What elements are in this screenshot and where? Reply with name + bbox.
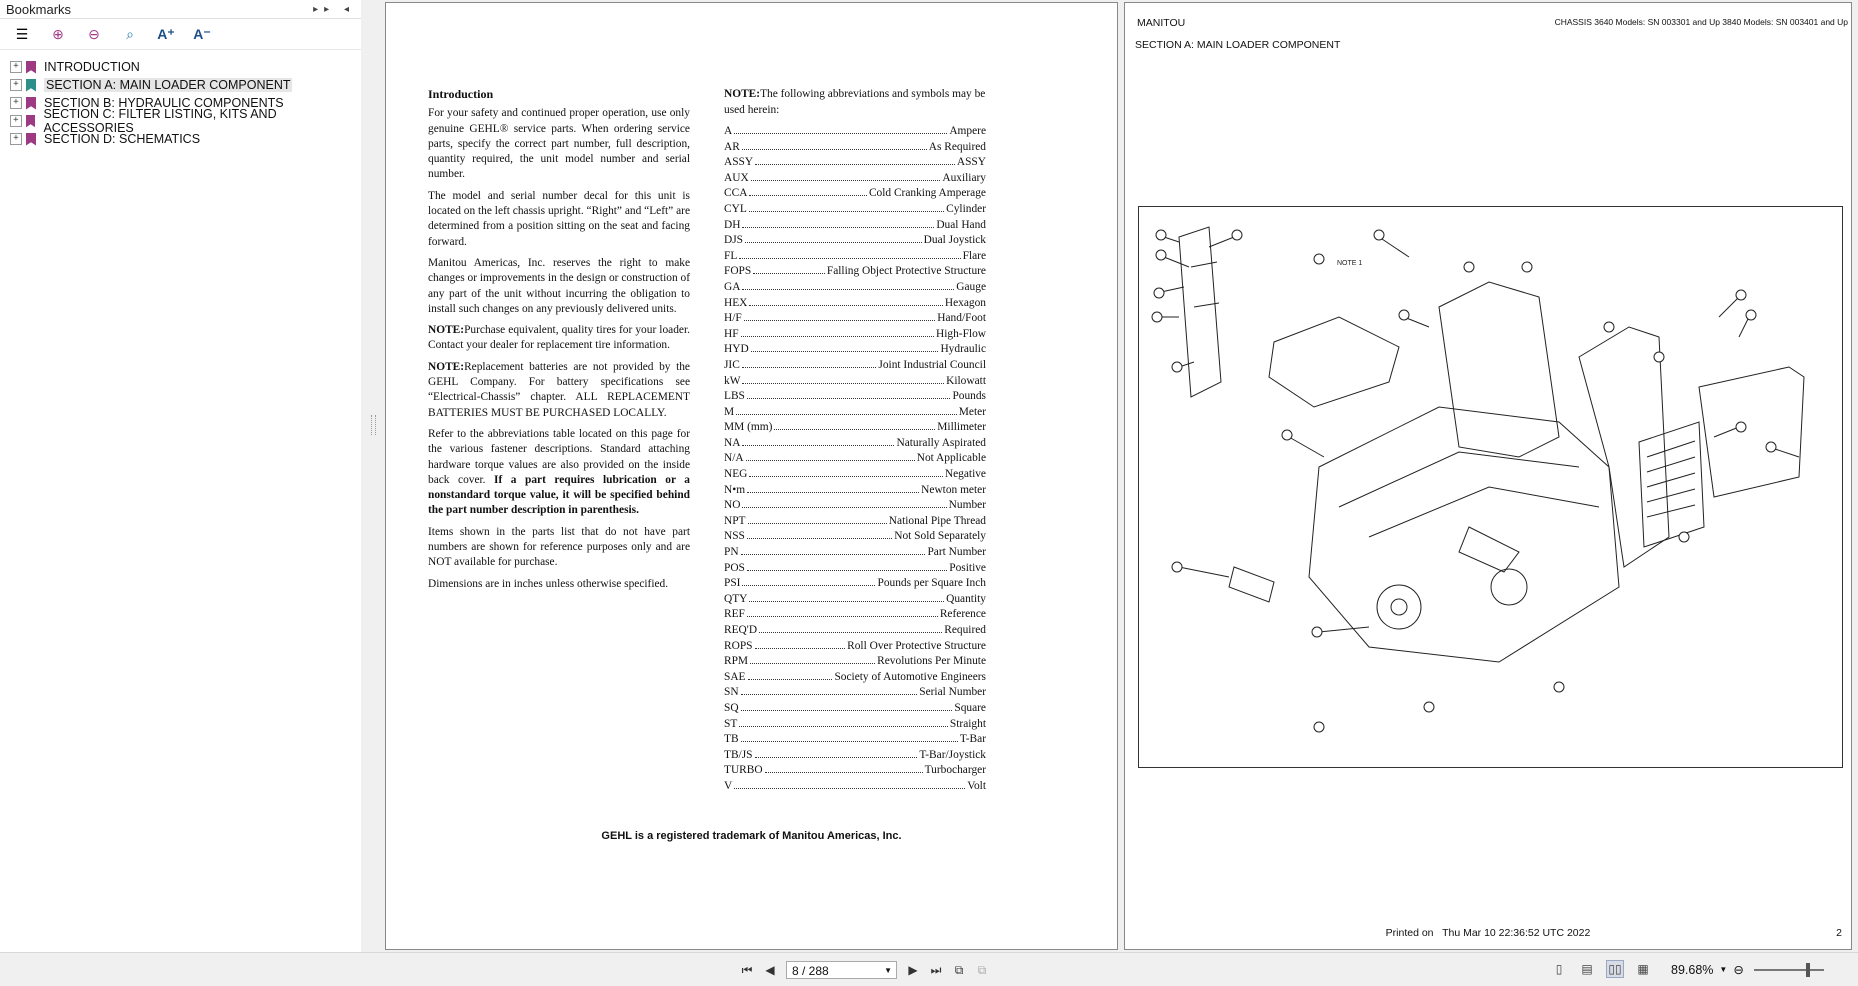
abbreviation-meaning: Reference <box>939 608 986 621</box>
introduction-heading: Introduction <box>428 87 494 101</box>
abbreviation-meaning: Auxiliary <box>942 171 986 184</box>
dot-leader <box>749 211 944 212</box>
abbreviation-row <box>724 529 986 545</box>
abbreviation-term: HYD <box>724 343 749 356</box>
dot-leader <box>742 445 894 446</box>
abbreviation-meaning: Newton meter <box>921 483 986 496</box>
abbreviation-row <box>724 311 986 327</box>
abbreviation-term: GA <box>724 280 741 293</box>
dot-leader <box>742 367 877 368</box>
dot-leader <box>751 180 941 181</box>
abbreviation-meaning: ASSY <box>956 156 986 169</box>
abbreviation-term: NEG <box>724 468 748 481</box>
abbreviation-row <box>724 483 986 499</box>
section-title: SECTION A: MAIN LOADER COMPONENT <box>1135 39 1341 51</box>
dot-leader <box>741 694 918 695</box>
next-view-icon[interactable]: ⧉ <box>977 962 987 977</box>
abbreviation-row <box>724 327 986 343</box>
intro-paragraph: Manitou Americas, Inc. reserves the right to make changes or improvements in the design or construction of any part of the unit without incurring the obligation to install such changes on any previously delivered units. <box>428 256 690 315</box>
abbreviation-term: ST <box>724 717 738 730</box>
dot-leader <box>734 133 947 134</box>
abbreviation-meaning: Volt <box>967 779 986 792</box>
abbreviation-term: SAE <box>724 670 746 683</box>
abbreviation-row <box>724 732 986 748</box>
page-number-input[interactable]: 8 / 288 ▼ <box>786 961 897 979</box>
dot-leader <box>747 538 892 539</box>
abbreviation-term: RPM <box>724 655 749 668</box>
bookmark-tree <box>0 50 361 148</box>
printed-timestamp: Printed on Thu Mar 10 22:36:52 UTC 2022 <box>1385 927 1591 939</box>
bookmark-icon <box>26 79 36 92</box>
abbreviation-meaning: Meter <box>958 405 986 418</box>
abbreviation-row <box>724 467 986 483</box>
tire-note: NOTE:Purchase equivalent, quality tires for your loader. Contact your dealer for replacement tire information. <box>428 324 690 352</box>
dot-leader <box>745 242 922 243</box>
abbreviation-term: PN <box>724 546 739 559</box>
abbreviation-row <box>724 233 986 249</box>
abbreviation-meaning: Turbocharger <box>924 764 986 777</box>
trademark-footer: GEHL is a registered trademark of Manitou Americas, Inc. <box>601 830 902 842</box>
dot-leader <box>748 523 887 524</box>
abbreviation-meaning: Revolutions Per Minute <box>877 655 986 668</box>
dot-leader <box>742 227 934 228</box>
abbreviation-term: kW <box>724 374 741 387</box>
abbreviation-term: LBS <box>724 390 745 403</box>
single-page-icon[interactable]: ▯ <box>1555 962 1563 976</box>
abbreviation-term: NPT <box>724 514 746 527</box>
abbreviation-meaning: Ampere <box>949 125 986 137</box>
abbreviation-row <box>724 576 986 592</box>
abbreviation-meaning: Square <box>954 701 986 714</box>
parts-diagram <box>1138 206 1843 768</box>
abbreviation-term: DJS <box>724 234 743 247</box>
expand-toggle-icon[interactable]: + <box>10 79 22 91</box>
abbreviation-row <box>724 155 986 171</box>
diagram-note-label: NOTE 1 <box>1337 260 1363 267</box>
abbreviation-row <box>724 296 986 312</box>
abbreviation-row <box>724 654 986 670</box>
abbreviation-term: FL <box>724 249 738 262</box>
abbreviation-meaning: Hexagon <box>944 296 986 309</box>
abbreviation-meaning: Positive <box>949 561 986 574</box>
abbreviations-column <box>724 87 986 795</box>
dimensions-paragraph: Dimensions are in inches unless otherwise specified. <box>428 577 669 590</box>
abbreviation-row <box>724 405 986 421</box>
abbreviation-term: REF <box>724 608 745 621</box>
abbreviation-term: N•m <box>724 483 746 496</box>
abbreviation-meaning: Cold Cranking Amperage <box>868 187 986 200</box>
abbreviation-row <box>724 280 986 296</box>
abbreviation-term: CYL <box>724 202 747 215</box>
abbreviation-row <box>724 545 986 561</box>
abbreviation-term: TURBO <box>724 764 763 777</box>
abbreviation-row <box>724 607 986 623</box>
abbreviation-row <box>724 186 986 202</box>
dot-leader <box>747 570 947 571</box>
find-bookmark-icon[interactable]: ⌕ <box>126 25 134 42</box>
expand-toggle-icon[interactable]: + <box>10 133 22 145</box>
abbreviation-term: PSI <box>724 577 741 590</box>
facing-pages-icon[interactable]: ▯▯ <box>1606 960 1624 978</box>
zoom-control <box>1671 962 1824 977</box>
dot-leader <box>747 398 951 399</box>
dot-leader <box>774 429 935 430</box>
intro-paragraph: For your safety and continued proper operation, use only genuine GEHL® service parts. When ordering service parts, specify the correct part number, full description, quantity required, the unit model number and serial number. <box>428 107 690 181</box>
abbreviation-row <box>724 451 986 467</box>
abbreviation-meaning: Cylinder <box>946 202 986 215</box>
abbreviation-meaning: Required <box>944 624 986 636</box>
dot-leader <box>750 663 875 664</box>
abbreviation-term: SN <box>724 686 739 699</box>
abbreviation-row <box>724 140 986 156</box>
bookmark-section-d[interactable]: + SECTION D: SCHEMATICS <box>0 130 361 148</box>
bookmark-section-a[interactable]: + SECTION A: MAIN LOADER COMPONENT <box>0 76 361 94</box>
abbreviation-row <box>724 498 986 514</box>
bookmark-introduction[interactable]: + INTRODUCTION <box>0 58 361 76</box>
abbreviation-row <box>724 717 986 733</box>
abbreviation-term: NSS <box>724 530 745 543</box>
abbreviation-meaning: Joint Industrial Council <box>878 358 986 371</box>
abbreviation-meaning: Part Number <box>927 546 986 559</box>
dot-leader <box>746 460 915 461</box>
abbreviation-row <box>724 218 986 234</box>
previous-page-icon[interactable]: ◀ <box>765 963 775 977</box>
continuous-facing-icon[interactable]: ▦ <box>1637 962 1649 976</box>
dot-leader <box>742 149 927 150</box>
abbreviation-row <box>724 763 986 779</box>
dot-leader <box>739 726 948 727</box>
abbreviation-meaning: Hand/Foot <box>937 312 986 325</box>
panel-splitter[interactable] <box>361 0 385 952</box>
bookmark-icon <box>26 61 36 74</box>
abbreviation-term: NO <box>724 499 741 512</box>
items-paragraph: Items shown in the parts list that do not have part numbers are shown for reference purposes only and are NOT available for purchase. <box>428 525 690 569</box>
zoom-out-icon[interactable]: ⊖ <box>1733 963 1744 977</box>
abbreviation-term: AR <box>724 140 740 153</box>
dot-leader <box>742 585 875 586</box>
abbreviation-meaning: Straight <box>949 717 986 730</box>
dot-leader <box>741 710 953 711</box>
bookmark-section-b[interactable]: + SECTION B: HYDRAULIC COMPONENTS <box>0 94 361 112</box>
dot-leader <box>736 414 957 415</box>
bookmark-icon <box>26 97 36 110</box>
introduction-column <box>428 87 690 598</box>
collapse-bookmark-icon[interactable]: ⊖ <box>88 25 100 42</box>
abbreviation-term: HF <box>724 327 739 340</box>
abbreviation-term: H/F <box>724 312 742 325</box>
abbreviation-row <box>724 124 986 140</box>
dot-leader <box>742 383 944 384</box>
panel-controls[interactable]: ▸▸ ◂ <box>313 3 355 15</box>
previous-view-icon[interactable]: ⧉ <box>954 962 964 977</box>
abbreviation-row <box>724 249 986 265</box>
document-page-left <box>385 2 1118 950</box>
dot-leader <box>755 757 918 758</box>
abbreviation-meaning: Pounds per Square Inch <box>877 577 986 590</box>
abbreviation-row <box>724 670 986 686</box>
dot-leader <box>755 648 846 649</box>
abbreviation-term: POS <box>724 561 745 574</box>
abbreviation-meaning: Serial Number <box>919 686 986 699</box>
dot-leader <box>749 476 942 477</box>
abbreviation-row <box>724 264 986 280</box>
continuous-page-icon[interactable]: ▤ <box>1581 962 1593 976</box>
abbreviation-row <box>724 202 986 218</box>
abbreviation-row <box>724 639 986 655</box>
abbreviation-row <box>724 701 986 717</box>
abbreviation-meaning: Falling Object Protective Structure <box>826 265 986 278</box>
enlarge-text-icon[interactable]: A⁺ <box>157 25 175 42</box>
bookmark-icon <box>26 115 36 128</box>
abbreviation-meaning: Quantity <box>946 592 986 605</box>
abbreviation-meaning: Society of Automotive Engineers <box>834 670 986 683</box>
abbreviation-meaning: Gauge <box>956 280 986 293</box>
abbreviation-row <box>724 420 986 436</box>
zoom-dropdown-icon[interactable]: ▼ <box>1719 965 1728 974</box>
status-toolbar <box>0 952 1858 986</box>
abbreviation-meaning: T-Bar/Joystick <box>919 748 986 761</box>
abbreviation-meaning: High-Flow <box>936 327 986 340</box>
abbreviation-meaning: Not Sold Separately <box>894 530 986 543</box>
first-page-icon[interactable]: ⏮ <box>741 962 753 977</box>
dot-leader <box>741 336 934 337</box>
abbreviation-row <box>724 342 986 358</box>
dot-leader <box>747 616 938 617</box>
document-page-right <box>1124 2 1852 950</box>
brand-header: MANITOU <box>1137 17 1186 29</box>
bookmarks-title: Bookmarks <box>6 1 72 17</box>
splitter-grip-icon[interactable] <box>371 415 376 435</box>
dot-leader <box>753 273 825 274</box>
abbreviation-meaning: Hydraulic <box>940 343 986 356</box>
abbreviation-row <box>724 685 986 701</box>
abbreviation-meaning: Roll Over Protective Structure <box>847 639 986 652</box>
reduce-text-icon[interactable]: A⁻ <box>193 25 211 42</box>
bookmarks-toolbar <box>0 19 361 50</box>
refer-paragraph: Refer to the abbreviations table located on this page for the various fastener descriptions. Standard attaching hardware torque values are also provided on the inside back cover. If a part requires lubrication or a nonstandard torque value, it will be specified behind the part number description in parenthesis. <box>428 427 691 517</box>
zoom-level[interactable]: 89.68% <box>1671 962 1714 977</box>
abbreviation-row <box>724 436 986 452</box>
abbreviation-term: MM (mm) <box>724 421 773 434</box>
abbreviation-row <box>724 358 986 374</box>
zoom-slider[interactable] <box>1754 969 1824 971</box>
dot-leader <box>749 195 867 196</box>
page-layout-buttons <box>1550 960 1652 978</box>
abbreviation-meaning: Dual Joystick <box>923 234 986 247</box>
bookmark-options-icon[interactable]: ☰ <box>15 25 29 42</box>
abbreviation-meaning: Pounds <box>952 390 986 403</box>
abbreviation-term: TB <box>724 733 739 746</box>
abbreviation-term: A <box>724 125 733 137</box>
abbreviation-term: TB/JS <box>724 748 753 761</box>
abbreviation-note: NOTE:The following abbreviations and symbols may be used herein: <box>724 88 986 116</box>
dot-leader <box>755 164 955 165</box>
exploded-view-drawing <box>1139 207 1842 767</box>
page-navigation <box>740 961 989 979</box>
dot-leader <box>749 305 942 306</box>
dot-leader <box>739 258 960 259</box>
expand-toggle-icon[interactable]: + <box>10 97 22 109</box>
bookmark-icon <box>26 133 36 146</box>
abbreviation-meaning: National Pipe Thread <box>888 514 986 527</box>
abbreviation-row <box>724 592 986 608</box>
abbreviation-row <box>724 779 986 795</box>
abbreviation-term: ASSY <box>724 156 754 169</box>
abbreviation-term: SQ <box>724 701 739 714</box>
abbreviation-row <box>724 623 986 639</box>
abbreviation-row <box>724 389 986 405</box>
abbreviation-term: CCA <box>724 187 748 200</box>
abbreviation-row <box>724 514 986 530</box>
expand-toggle-icon[interactable]: + <box>10 61 22 73</box>
abbreviation-term: AUX <box>724 171 749 184</box>
abbreviation-term: HEX <box>724 296 748 309</box>
bookmarks-panel <box>0 0 362 952</box>
abbreviation-meaning: As Required <box>928 140 986 153</box>
dot-leader <box>742 507 946 508</box>
bookmark-section-c[interactable]: + SECTION C: FILTER LISTING, KITS AND ACCESSORIES <box>0 112 361 130</box>
abbreviation-list <box>724 124 986 795</box>
abbreviation-term: M <box>724 405 735 418</box>
dot-leader <box>744 320 936 321</box>
abbreviation-meaning: Number <box>948 499 986 512</box>
dot-leader <box>741 741 958 742</box>
abbreviation-term: QTY <box>724 592 748 605</box>
abbreviation-term: NA <box>724 436 741 449</box>
abbreviation-meaning: Kilowatt <box>946 374 986 387</box>
page-number: 2 <box>1836 927 1842 939</box>
expand-toggle-icon[interactable]: + <box>10 115 22 127</box>
dot-leader <box>749 601 944 602</box>
abbreviation-meaning: T-Bar <box>959 733 986 746</box>
next-page-icon[interactable]: ▶ <box>908 963 918 977</box>
bookmarks-header <box>0 0 361 19</box>
dot-leader <box>748 679 833 680</box>
battery-note: NOTE:Replacement batteries are not provided by the GEHL Company. For battery specifications see “Electrical-Chassis” chapter. ALL REPLACEMENT BATTERIES MUST BE PURCHASED LOCALLY. <box>428 360 690 419</box>
abbreviation-term: N/A <box>724 452 744 465</box>
chevron-down-icon[interactable]: ▼ <box>884 966 892 975</box>
intro-paragraph: The model and serial number decal for this unit is located on the left chassis upright. “Right” and “Left” are determined from a position sitting on the seat and facing forward. <box>428 189 690 248</box>
abbreviation-term: FOPS <box>724 265 752 278</box>
abbreviation-meaning: Millimeter <box>937 421 986 434</box>
dot-leader <box>742 289 954 290</box>
dot-leader <box>759 632 942 633</box>
model-header: CHASSIS 3640 Models: SN 003301 and Up 3840 Models: SN 003401 and Up <box>1554 17 1848 27</box>
abbreviation-term: JIC <box>724 358 740 371</box>
abbreviation-meaning: Flare <box>962 249 986 262</box>
abbreviation-row <box>724 561 986 577</box>
abbreviation-meaning: Not Applicable <box>916 452 986 465</box>
dot-leader <box>765 772 923 773</box>
abbreviation-row <box>724 374 986 390</box>
zoom-slider-thumb[interactable] <box>1806 963 1810 977</box>
expand-bookmark-icon[interactable]: ⊕ <box>52 25 64 42</box>
dot-leader <box>747 492 919 493</box>
dot-leader <box>751 351 939 352</box>
abbreviation-meaning: Dual Hand <box>936 218 986 231</box>
abbreviation-term: ROPS <box>724 639 753 652</box>
abbreviation-meaning: Naturally Aspirated <box>896 436 986 449</box>
dot-leader <box>734 788 965 789</box>
abbreviation-row <box>724 171 986 187</box>
abbreviation-row <box>724 748 986 764</box>
abbreviation-term: V <box>724 779 733 792</box>
last-page-icon[interactable]: ⏭ <box>930 962 942 977</box>
abbreviation-term: DH <box>724 218 741 231</box>
abbreviation-meaning: Negative <box>944 468 986 481</box>
dot-leader <box>741 554 926 555</box>
abbreviation-term: REQ'D <box>724 624 758 636</box>
